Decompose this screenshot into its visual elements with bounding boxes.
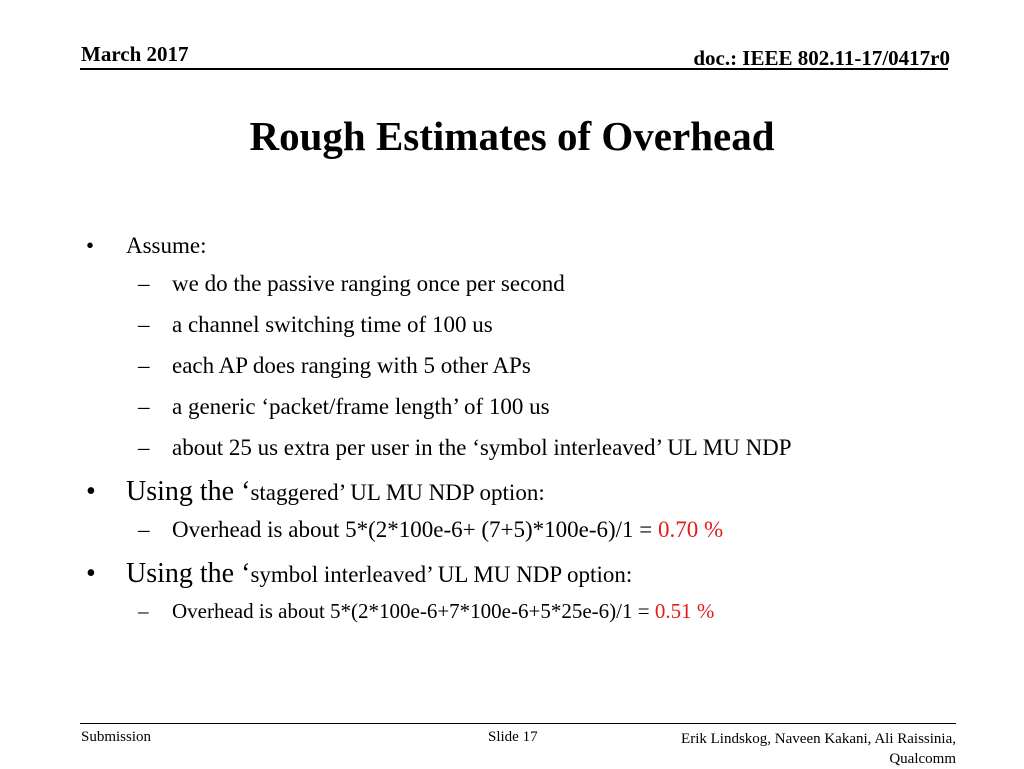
header-doc-id: doc.: IEEE 802.11-17/0417r0 (693, 46, 950, 70)
sub-bullet (86, 431, 906, 464)
bullet-staggered (86, 472, 906, 513)
sub-bullet (86, 308, 906, 341)
sub-bullet-text: a channel switching time of 100 us (172, 312, 493, 337)
overhead-value: 0.51 % (654, 599, 715, 623)
bullet-interleaved-rest: symbol interleaved’ UL MU NDP option: (250, 562, 633, 587)
bullet-assume-label: Assume: (126, 233, 207, 258)
footer-authors (681, 729, 956, 769)
dash-icon: – (138, 312, 150, 337)
dash-icon: – (138, 271, 150, 296)
footer-slide-number: Slide 17 (488, 729, 538, 745)
dash-icon: – (138, 353, 150, 378)
footer-submission: Submission (81, 729, 152, 745)
sub-bullet-text: a generic ‘packet/frame length’ of 100 us (172, 394, 550, 419)
sub-bullet (86, 390, 906, 423)
bullet-interleaved-prefix: Using the ‘ (126, 558, 251, 589)
bullet-assume (86, 226, 906, 266)
bullet-interleaved (86, 554, 906, 595)
sub-bullet-text: we do the passive ranging once per second (172, 271, 565, 296)
slide-body (86, 226, 906, 636)
sub-bullet-text: each AP does ranging with 5 other APs (172, 353, 531, 378)
bullet-dot-icon: • (86, 233, 95, 258)
bullet-staggered-rest: staggered’ UL MU NDP option: (250, 480, 545, 505)
overhead-formula: Overhead is about 5*(2*100e-6+7*100e-6+5*25e-6)/1 = (172, 599, 655, 623)
header-rule (80, 68, 948, 70)
overhead-value: 0.70 % (658, 517, 724, 542)
sub-bullet-staggered-overhead (86, 513, 906, 546)
sub-bullet-text: about 25 us extra per user in the ‘symbol interleaved’ UL MU NDP (172, 435, 792, 460)
footer-rule (80, 723, 956, 724)
sub-bullet-interleaved-overhead (86, 595, 906, 628)
footer-author-names: Erik Lindskog, Naveen Kakani, Ali Raissinia, (681, 731, 956, 747)
bullet-dot-icon: • (86, 476, 96, 507)
overhead-formula: Overhead is about 5*(2*100e-6+ (7+5)*100e-6)/1 = (172, 517, 659, 542)
footer-organization: Qualcomm (889, 751, 956, 767)
sub-bullet (86, 349, 906, 382)
sub-bullet (86, 267, 906, 300)
bullet-dot-icon: • (86, 558, 96, 589)
dash-icon: – (138, 394, 150, 419)
header-date: March 2017 (81, 42, 189, 66)
dash-icon: – (138, 599, 149, 623)
dash-icon: – (138, 517, 150, 542)
bullet-staggered-prefix: Using the ‘ (126, 476, 251, 507)
slide-title: Rough Estimates of Overhead (249, 113, 775, 159)
dash-icon: – (138, 435, 150, 460)
